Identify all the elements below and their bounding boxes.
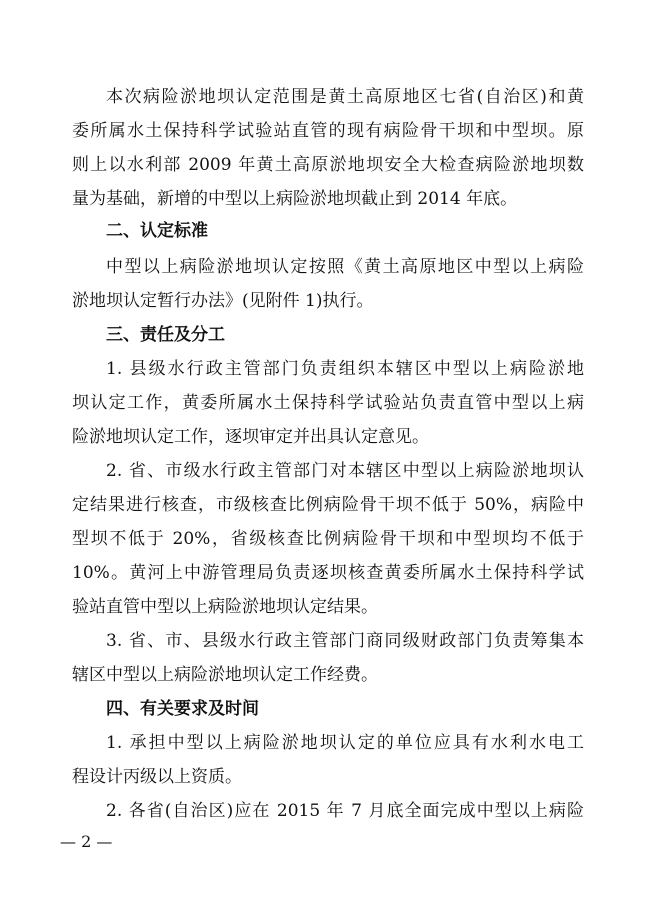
- text-line: 中型以上病险淤地坝认定按照《黄土高原地区中型以上病险: [106, 257, 584, 277]
- page-number: — 2 —: [60, 832, 113, 851]
- text-line: 1. 县级水行政主管部门负责组织本辖区中型以上病险淤地: [106, 359, 584, 379]
- text-line: 本次病险淤地坝认定范围是黄土高原地区七省(自治区)和黄: [106, 87, 584, 107]
- paragraph-requirements-2: [106, 794, 584, 828]
- text-line: 量为基础，新增的中型以上病险淤地坝截止到 2014 年底。: [72, 189, 518, 209]
- text-line: 2. 各省(自治区)应在 2015 年 7 月底全面完成中型以上病险: [106, 801, 584, 821]
- text-line: 险淤地坝认定工作，逐坝审定并出具认定意见。: [72, 427, 429, 447]
- text-line: 3. 省、市、县级水行政主管部门商同级财政部门负责筹集本: [106, 631, 584, 651]
- text-line: 程设计丙级以上资质。: [72, 767, 242, 787]
- section-heading-responsibility: 三、责任及分工: [106, 325, 225, 345]
- section-heading-standard: 二、认定标准: [106, 221, 208, 241]
- text-line: 型坝不低于 20%，省级核查比例病险骨干坝和中型坝均不低于: [72, 529, 584, 549]
- text-line: 坝认定工作，黄委所属水土保持科学试验站负责直管中型以上病: [72, 393, 584, 413]
- paragraph-scope: [72, 80, 584, 216]
- text-line: 10%。黄河上中游管理局负责逐坝核查黄委所属水土保持科学试: [72, 563, 584, 583]
- text-line: 2. 省、市级水行政主管部门对本辖区中型以上病险淤地坝认: [106, 461, 584, 481]
- text-line: 淤地坝认定暂行办法》(见附件 1)执行。: [72, 291, 374, 311]
- paragraph-requirements-1: [72, 726, 584, 794]
- text-line: 定结果进行核查，市级核查比例病险骨干坝不低于 50%，病险中: [72, 495, 584, 515]
- paragraph-responsibility-2: [72, 454, 584, 624]
- paragraph-responsibility-1: [72, 352, 584, 454]
- text-line: 验站直管中型以上病险淤地坝认定结果。: [72, 597, 378, 617]
- text-line: 1. 承担中型以上病险淤地坝认定的单位应具有水利水电工: [106, 733, 584, 753]
- paragraph-responsibility-3: [72, 624, 584, 692]
- paragraph-standard: [72, 250, 584, 318]
- text-line: 委所属水土保持科学试验站直管的现有病险骨干坝和中型坝。原: [72, 121, 584, 141]
- text-line: 则上以水利部 2009 年黄土高原淤地坝安全大检查病险淤地坝数: [72, 155, 584, 175]
- text-line: 辖区中型以上病险淤地坝认定工作经费。: [72, 665, 378, 685]
- section-heading-requirements: 四、有关要求及时间: [106, 699, 259, 719]
